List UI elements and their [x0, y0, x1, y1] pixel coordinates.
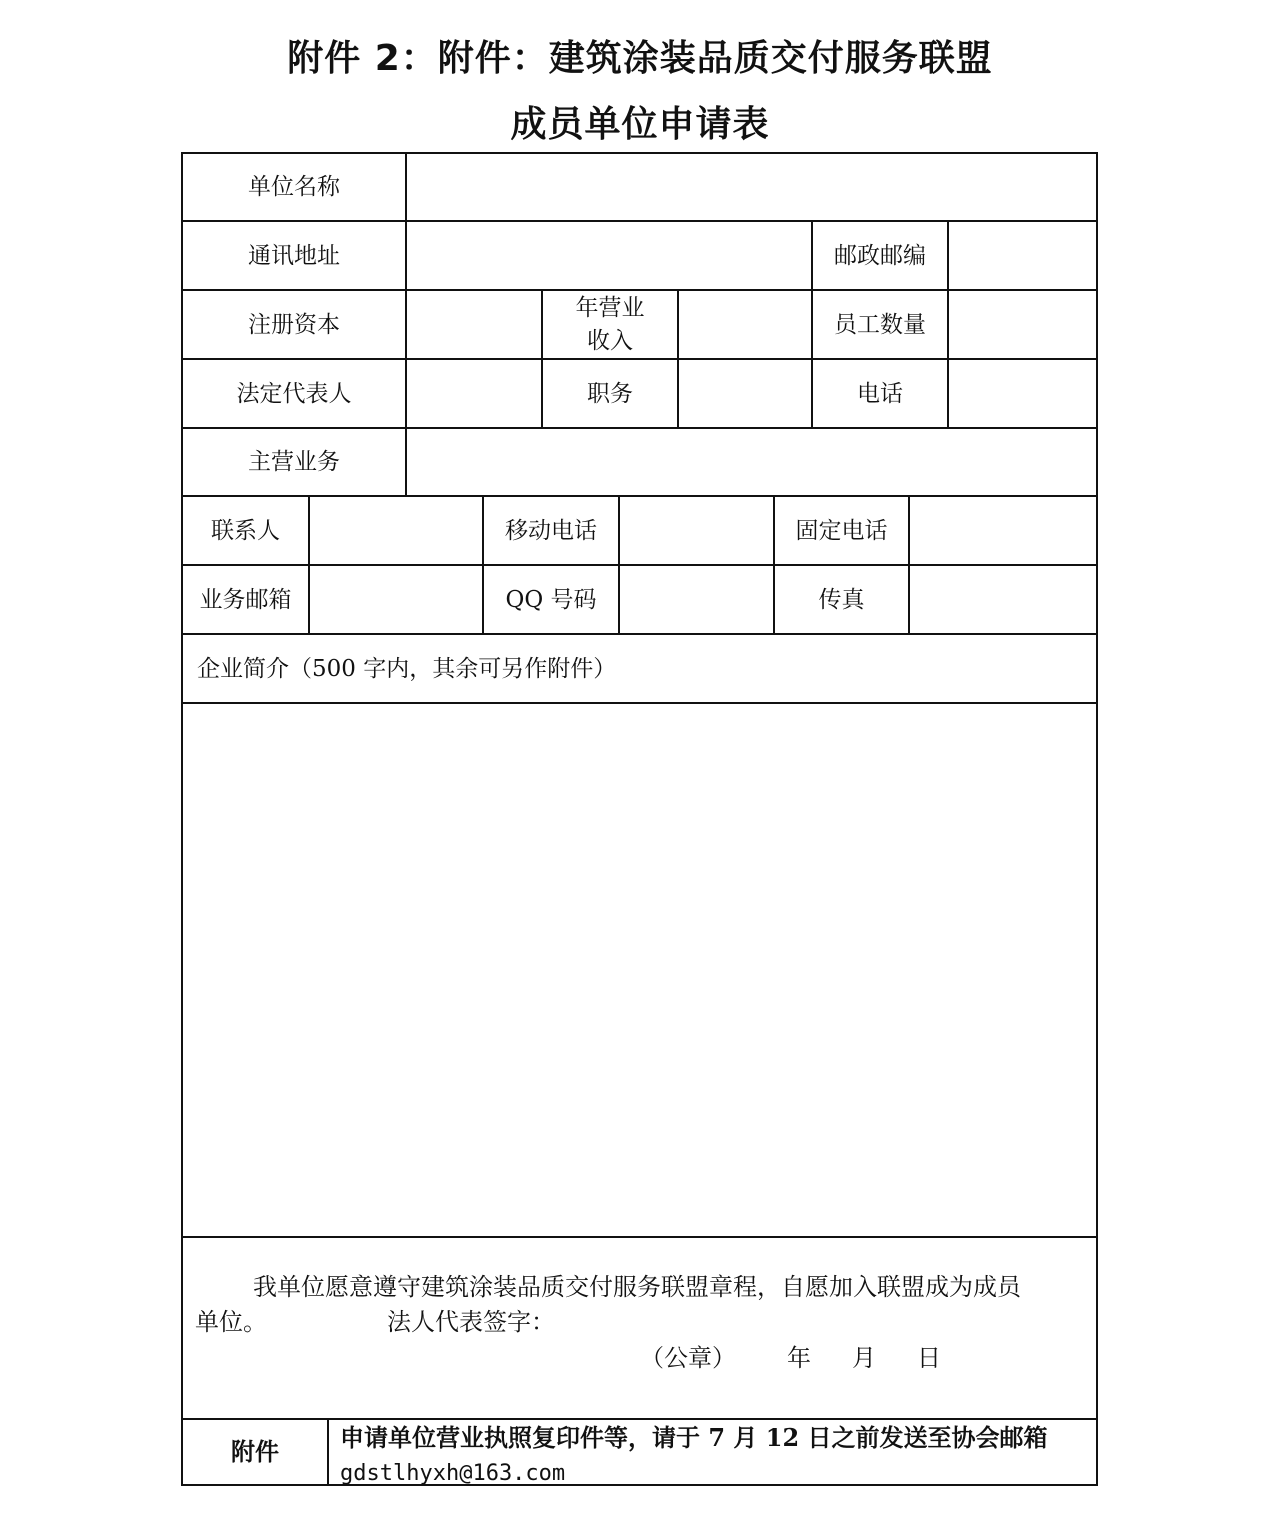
signature-label: 法人代表签字：	[387, 1308, 555, 1336]
attachment-text: 申请单位营业执照复印件等，请于 7 月 12 日之前发送至协会邮箱	[340, 1423, 1048, 1452]
declaration-line1: 我单位愿意遵守建筑涂装品质交付服务联盟章程，自愿加入联盟成为成员	[253, 1273, 1021, 1301]
registered-capital-field[interactable]	[407, 291, 541, 358]
label-legal-rep: 法定代表人	[236, 380, 352, 407]
month-label: 月	[852, 1344, 876, 1372]
label-employees: 员工数量	[834, 311, 926, 338]
form-title-line2: 成员单位申请表	[510, 104, 770, 145]
main-business-field[interactable]	[407, 429, 1096, 495]
address-field[interactable]	[407, 222, 811, 289]
contact-field[interactable]	[310, 497, 482, 564]
legal-rep-field[interactable]	[407, 360, 541, 427]
phone-field[interactable]	[949, 360, 1096, 427]
seal-label: （公章）	[640, 1344, 736, 1372]
label-attachment: 附件	[231, 1437, 279, 1466]
mobile-field[interactable]	[620, 497, 773, 564]
label-email: 业务邮箱	[199, 586, 292, 613]
declaration-line2: 单位。	[195, 1308, 267, 1336]
label-main-business: 主营业务	[248, 449, 340, 475]
qq-field[interactable]	[620, 566, 773, 633]
attachment-email: gdstlhyxh@163.com	[340, 1461, 566, 1486]
position-field[interactable]	[679, 360, 811, 427]
col-divider	[327, 1418, 329, 1486]
label-address: 通讯地址	[248, 242, 340, 269]
landline-field[interactable]	[910, 497, 1096, 564]
label-unit-name: 单位名称	[248, 174, 340, 200]
form-title-line1: 附件 2：附件：建筑涂装品质交付服务联盟	[287, 38, 993, 79]
label-contact: 联系人	[211, 517, 280, 544]
label-intro: 企业简介（500 字内，其余可另作附件）	[197, 655, 617, 682]
employees-field[interactable]	[949, 291, 1096, 358]
row-divider	[181, 1236, 1098, 1238]
intro-textarea[interactable]	[183, 704, 1096, 1236]
label-registered-capital: 注册资本	[248, 311, 340, 338]
declaration	[195, 1270, 1085, 1340]
day-label: 日	[917, 1344, 941, 1372]
label-fax: 传真	[818, 586, 865, 613]
annual-revenue-field[interactable]	[679, 291, 811, 358]
label-mobile: 移动电话	[505, 517, 597, 544]
label-phone: 电话	[857, 380, 903, 407]
attachment-note	[340, 1420, 1090, 1492]
year-label: 年	[787, 1344, 811, 1372]
label-postcode: 邮政邮编	[834, 242, 926, 269]
label-annual-revenue: 年营业 收入	[575, 294, 645, 354]
label-position: 职务	[587, 380, 633, 407]
label-landline: 固定电话	[795, 517, 888, 544]
fax-field[interactable]	[910, 566, 1096, 633]
label-qq: QQ 号码	[505, 586, 597, 613]
postcode-field[interactable]	[949, 222, 1096, 289]
unit-name-field[interactable]	[407, 154, 1096, 220]
email-field[interactable]	[310, 566, 482, 633]
